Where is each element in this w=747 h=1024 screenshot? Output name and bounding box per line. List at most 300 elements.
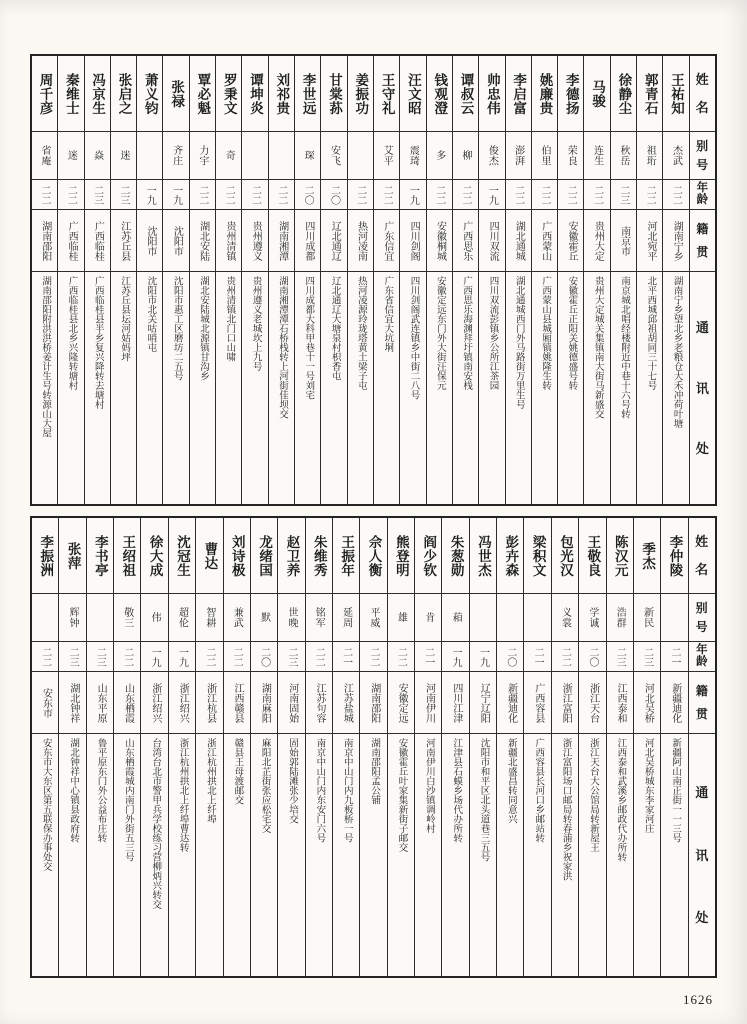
person-name: 李书亭 <box>87 518 113 594</box>
person-column <box>168 518 195 976</box>
person-address: 南京中山门内东安门六号 <box>314 738 325 843</box>
person-name: 刘诗极 <box>224 518 250 594</box>
person-address: 湖北通城西门外马路街万里生号 <box>513 276 524 409</box>
person-address: 广西容县长河口乡邮站转 <box>533 738 544 843</box>
person-name: 汪文昭 <box>400 56 425 132</box>
person-origin: 浙江天台 <box>579 672 605 734</box>
person-address: 南京城北唱经楼附近中巷十六号转 <box>619 276 630 419</box>
person-age: 二一 <box>524 642 550 672</box>
person-name: 张萍 <box>59 518 85 594</box>
person-alias: 新民 <box>634 594 660 642</box>
person-address: 新疆北盛昌转同意兴 <box>505 738 516 824</box>
person-alias: 智耕 <box>196 594 222 642</box>
person-name: 徐大成 <box>141 518 167 594</box>
person-column <box>305 518 332 976</box>
person-age: 二二 <box>306 642 332 672</box>
person-origin: 湖南邵阳 <box>32 210 57 272</box>
person-origin: 辽宁辽阳 <box>470 672 496 734</box>
person-origin: 湖南麻阳 <box>251 672 277 734</box>
person-column <box>531 56 557 504</box>
person-alias <box>524 594 550 642</box>
person-origin: 河南固始 <box>278 672 304 734</box>
person-age: 二三 <box>111 180 136 210</box>
person-name: 李振洲 <box>32 518 58 594</box>
person-origin: 广西蒙山 <box>532 210 557 272</box>
person-origin: 热河凌南 <box>348 210 373 272</box>
person-column <box>452 56 478 504</box>
person-alias: 伟 <box>141 594 167 642</box>
person-column <box>578 518 605 976</box>
directory-grid-bottom <box>32 518 715 976</box>
header-char: 姓 <box>695 534 709 549</box>
person-origin: 四川江津 <box>442 672 468 734</box>
person-column <box>136 56 162 504</box>
person-name: 甘棠荪 <box>321 56 346 132</box>
person-origin: 四川双流 <box>479 210 504 272</box>
person-age: 二三 <box>87 642 113 672</box>
person-alias: 荣良 <box>558 132 583 180</box>
person-alias <box>470 594 496 642</box>
person-alias <box>242 132 267 180</box>
person-name: 张禄 <box>163 56 188 132</box>
person-alias: 迷 <box>111 132 136 180</box>
person-origin: 安徽霍丘 <box>558 210 583 272</box>
person-column <box>660 518 687 976</box>
person-age: 二〇 <box>251 642 277 672</box>
person-column <box>32 56 57 504</box>
person-origin: 江苏丘县 <box>111 210 136 272</box>
person-age: 二二 <box>360 642 386 672</box>
person-column <box>57 56 83 504</box>
person-age: 二二 <box>114 642 140 672</box>
person-address: 浙江天台大公馆局转新屋王 <box>587 738 598 852</box>
person-origin: 湖南宁乡 <box>663 210 688 272</box>
person-column <box>610 56 636 504</box>
person-name: 张启之 <box>111 56 136 132</box>
person-name: 赵卫养 <box>278 518 304 594</box>
header-char: 姓 <box>695 72 710 87</box>
person-column <box>551 518 578 976</box>
header-char: 处 <box>695 910 709 926</box>
person-age: 一九 <box>470 642 496 672</box>
person-column <box>268 56 294 504</box>
person-name: 李启富 <box>506 56 531 132</box>
person-address: 湖南宁乡望北乡老粮仓大禾冲荷叶塘 <box>671 276 682 428</box>
person-address: 新疆阿山南正街一一三号 <box>670 738 681 843</box>
person-age: 二三 <box>607 642 633 672</box>
header-char: 处 <box>695 440 709 456</box>
header-address-label <box>689 734 715 976</box>
person-name: 梁积文 <box>524 518 550 594</box>
person-alias: 琛 <box>295 132 320 180</box>
header-alias-label <box>690 132 715 180</box>
person-column <box>359 518 386 976</box>
person-address: 热河凌源玲珑塔黄土梁子屯 <box>355 276 366 390</box>
person-name: 佘人衡 <box>360 518 386 594</box>
person-age: 一九 <box>137 180 162 210</box>
person-address: 浙江杭州拱北上纤埠 <box>204 738 215 824</box>
person-age: 二二 <box>663 180 688 210</box>
person-address: 沈阳市惠工区磨坊二五号 <box>171 276 182 381</box>
person-address: 沈阳市和平区北头道巷三五号 <box>478 738 489 862</box>
person-origin: 四川剑阁 <box>400 210 425 272</box>
person-alias: 秋岳 <box>611 132 636 180</box>
person-alias <box>137 132 162 180</box>
person-age: 二三 <box>611 180 636 210</box>
person-age: 二三 <box>85 180 110 210</box>
person-column <box>223 518 250 976</box>
person-address: 河南伊川白沙镇调岭村 <box>423 738 434 833</box>
person-origin: 沈阳市 <box>137 210 162 272</box>
person-origin: 四川成都 <box>295 210 320 272</box>
person-origin: 安徽定远 <box>388 672 414 734</box>
person-origin: 河南伊川 <box>415 672 441 734</box>
person-column <box>241 56 267 504</box>
person-name: 彭卉森 <box>497 518 523 594</box>
person-age: 二二 <box>216 180 241 210</box>
header-char: 讯 <box>695 380 709 396</box>
person-name: 李仲陵 <box>661 518 687 594</box>
person-address: 固始郭陆滩张少培交 <box>287 738 298 824</box>
person-name: 姚廉贵 <box>532 56 557 132</box>
person-address: 安徽定远东门外大街汪保元 <box>434 276 445 390</box>
header-char: 年 <box>696 643 708 656</box>
person-name: 冯京生 <box>85 56 110 132</box>
person-alias: 澎湃 <box>506 132 531 180</box>
person-name: 秦维士 <box>58 56 83 132</box>
person-name: 季杰 <box>634 518 660 594</box>
person-address: 湖南邵阳孟公铺 <box>369 738 380 805</box>
person-alias <box>497 594 523 642</box>
person-origin: 湖南邵阳 <box>360 672 386 734</box>
header-char: 别 <box>695 601 709 616</box>
person-alias: 奇 <box>216 132 241 180</box>
person-address: 四川剑阁武连镇乡中街二八号 <box>408 276 419 400</box>
person-column <box>250 518 277 976</box>
person-origin: 南京市 <box>611 210 636 272</box>
person-origin: 浙江富阳 <box>552 672 578 734</box>
person-name: 阎少钦 <box>415 518 441 594</box>
person-address: 湖南邵阳附洪洪桥姜计生号转源山大屋 <box>40 276 51 438</box>
person-origin: 江西泰和 <box>607 672 633 734</box>
person-origin: 沈阳市 <box>163 210 188 272</box>
person-name: 龙绪国 <box>251 518 277 594</box>
person-address: 安东市大东区第五联保办事处交 <box>40 738 51 871</box>
person-address: 贵州清镇北门口山啸 <box>224 276 235 362</box>
person-age: 二〇 <box>295 180 320 210</box>
person-address: 湖南湘潭潭石桥栈转上河街佳坝交 <box>276 276 287 419</box>
header-char: 通 <box>695 320 709 336</box>
header-char: 贯 <box>696 245 709 259</box>
person-alias: 力宇 <box>190 132 215 180</box>
person-address: 北平西城邱祖胡同三十七号 <box>645 276 656 390</box>
person-alias: 杰武 <box>663 132 688 180</box>
person-alias: 世晚 <box>278 594 304 642</box>
person-origin: 广东信宜 <box>374 210 399 272</box>
header-char: 号 <box>696 157 709 172</box>
person-column <box>478 56 504 504</box>
person-alias: 延周 <box>333 594 359 642</box>
person-origin: 江西赣县 <box>224 672 250 734</box>
person-column <box>189 56 215 504</box>
person-column <box>496 518 523 976</box>
person-address: 麻阳北芷街张应松宅交 <box>259 738 270 833</box>
person-age: 二三 <box>278 642 304 672</box>
person-alias: 连生 <box>584 132 609 180</box>
person-origin: 广西临桂 <box>58 210 83 272</box>
person-alias: 兼武 <box>224 594 250 642</box>
person-alias: 肯 <box>415 594 441 642</box>
person-alias: 浩群 <box>607 594 633 642</box>
person-age: 二二 <box>374 180 399 210</box>
person-alias: 焱 <box>85 132 110 180</box>
person-address: 湖北钟祥中心镇县政府转 <box>68 738 79 843</box>
person-column <box>414 518 441 976</box>
header-name-label <box>689 518 715 594</box>
person-column <box>113 518 140 976</box>
person-name: 王祐知 <box>663 56 688 132</box>
person-name: 罗秉文 <box>216 56 241 132</box>
person-name: 李德扬 <box>558 56 583 132</box>
person-name: 钱观澄 <box>427 56 452 132</box>
person-age: 二二 <box>32 180 57 210</box>
person-origin: 安徽桐城 <box>427 210 452 272</box>
person-origin: 贵州大定 <box>584 210 609 272</box>
person-origin: 山东平原 <box>87 672 113 734</box>
person-origin: 新疆迪化 <box>661 672 687 734</box>
person-address: 江苏丘县坛河姑妈坪 <box>119 276 130 362</box>
person-alias: 铭军 <box>306 594 332 642</box>
person-age: 一九 <box>169 642 195 672</box>
person-origin: 浙江绍兴 <box>141 672 167 734</box>
person-address: 河北吴桥城东李家河庄 <box>642 738 653 833</box>
person-origin: 江苏盐城 <box>333 672 359 734</box>
header-name-label <box>690 56 715 132</box>
person-age: 二二 <box>584 180 609 210</box>
person-column <box>636 56 662 504</box>
person-age: 二二 <box>558 180 583 210</box>
person-origin: 辽北通辽 <box>321 210 346 272</box>
person-name: 姜振功 <box>348 56 373 132</box>
person-address: 广西蒙山县城厢镇姚隆生转 <box>540 276 551 390</box>
person-age: 二一 <box>415 642 441 672</box>
person-age: 一九 <box>442 642 468 672</box>
header-char: 龄 <box>696 193 709 206</box>
person-alias: 齐庄 <box>163 132 188 180</box>
person-name: 朱葱勋 <box>442 518 468 594</box>
person-address: 安徽霍丘正阳关姚德盛号转 <box>566 276 577 390</box>
person-name: 沈冠生 <box>169 518 195 594</box>
person-age: 二〇 <box>497 642 523 672</box>
person-address: 浙江富阳场口邮局转春浦乡祝家洪 <box>560 738 571 881</box>
header-age-label <box>689 642 715 672</box>
person-alias: 雄 <box>388 594 414 642</box>
person-column <box>387 518 414 976</box>
page-number: 1626 <box>683 992 713 1007</box>
person-column <box>441 518 468 976</box>
person-column <box>606 518 633 976</box>
person-name: 冯世杰 <box>470 518 496 594</box>
header-char: 名 <box>695 100 710 115</box>
person-origin: 广西思乐 <box>453 210 478 272</box>
person-alias: 迷 <box>58 132 83 180</box>
directory-table-bottom <box>30 516 717 978</box>
person-column <box>320 56 346 504</box>
directory-grid-top <box>32 56 715 504</box>
person-age: 一九 <box>479 180 504 210</box>
person-address: 江津县石蟆乡场代办所转 <box>451 738 462 843</box>
person-name: 包光汉 <box>552 518 578 594</box>
person-alias <box>661 594 687 642</box>
person-origin: 山东栖霞 <box>114 672 140 734</box>
person-column <box>86 518 113 976</box>
person-address: 山东栖霞城内南门外街五三号 <box>122 738 133 862</box>
person-age: 二二 <box>506 180 531 210</box>
person-address: 南京中山门内九板桥一号 <box>341 738 352 843</box>
person-age: 二二 <box>552 642 578 672</box>
person-address: 广西临桂县北乡兴隆转塘村 <box>66 276 77 390</box>
person-column <box>58 518 85 976</box>
person-origin: 新疆迪化 <box>497 672 523 734</box>
person-age: 二二 <box>637 180 662 210</box>
header-char: 名 <box>695 562 709 577</box>
person-age: 二二 <box>388 642 414 672</box>
person-alias: 学诚 <box>579 594 605 642</box>
person-age: 二一 <box>661 642 687 672</box>
person-address: 贵州遵义老城坎上九号 <box>250 276 261 371</box>
person-alias: 柳 <box>453 132 478 180</box>
person-address: 鲁平原东门外公益布庄转 <box>95 738 106 843</box>
person-age: 二二 <box>58 180 83 210</box>
person-name: 郭青石 <box>637 56 662 132</box>
person-origin: 湖北安陆 <box>190 210 215 272</box>
person-age: 一九 <box>163 180 188 210</box>
person-origin: 贵州清镇 <box>216 210 241 272</box>
person-column <box>140 518 167 976</box>
person-column <box>662 56 688 504</box>
person-age: 二〇 <box>579 642 605 672</box>
person-age: 二二 <box>269 180 294 210</box>
person-name: 朱维秀 <box>306 518 332 594</box>
header-origin-label <box>689 672 715 734</box>
header-alias-label <box>689 594 715 642</box>
person-column <box>505 56 531 504</box>
header-char: 贯 <box>695 707 708 721</box>
person-name: 王敬良 <box>579 518 605 594</box>
person-address: 四川双流彭镇乡公所江茶园 <box>487 276 498 390</box>
person-age: 二二 <box>190 180 215 210</box>
person-age: 二二 <box>196 642 222 672</box>
person-alias <box>348 132 373 180</box>
person-name: 刘祁贵 <box>269 56 294 132</box>
person-alias: 祖珩 <box>637 132 662 180</box>
header-age-label <box>690 180 715 210</box>
person-alias: 安飞 <box>321 132 346 180</box>
header-char: 别 <box>696 139 709 154</box>
person-alias: 震琦 <box>400 132 425 180</box>
person-address: 湖北安陆城北源镇甘沟乡 <box>198 276 209 381</box>
person-column <box>373 56 399 504</box>
header-char: 号 <box>695 619 709 634</box>
person-origin: 广西临桂 <box>85 210 110 272</box>
person-alias: 默 <box>251 594 277 642</box>
person-age: 二二 <box>427 180 452 210</box>
header-char: 龄 <box>696 655 708 668</box>
person-column <box>583 56 609 504</box>
person-alias: 敬三 <box>114 594 140 642</box>
person-age: 二二 <box>348 180 373 210</box>
person-column <box>277 518 304 976</box>
person-age: 二二 <box>224 642 250 672</box>
person-address: 辽北通辽大塘泉村枳香屯 <box>329 276 340 381</box>
person-address: 广东省信宜大坑垌 <box>382 276 393 352</box>
person-address: 广西思乐海渊拜圩镇南安栈 <box>461 276 472 390</box>
person-age: 二二 <box>242 180 267 210</box>
person-origin: 浙江杭县 <box>196 672 222 734</box>
person-origin: 河北吴桥 <box>634 672 660 734</box>
person-column <box>557 56 583 504</box>
person-alias: 省庵 <box>32 132 57 180</box>
person-address: 安徽霍丘叶家集新街子邮交 <box>396 738 407 852</box>
person-origin: 河北宛平 <box>637 210 662 272</box>
person-alias <box>32 594 58 642</box>
person-alias <box>87 594 113 642</box>
header-origin-label <box>690 210 715 272</box>
person-alias: 超伦 <box>169 594 195 642</box>
person-origin: 湖北钟祥 <box>59 672 85 734</box>
person-age: 二〇 <box>321 180 346 210</box>
person-name: 谭坤炎 <box>242 56 267 132</box>
person-origin: 贵州遵义 <box>242 210 267 272</box>
person-name: 谭叔云 <box>453 56 478 132</box>
person-address: 台湾台北市警甲兵学校练习营柳炳兴转交 <box>150 738 161 909</box>
person-column <box>162 56 188 504</box>
person-name: 王守礼 <box>374 56 399 132</box>
person-alias: 平威 <box>360 594 386 642</box>
person-column <box>32 518 58 976</box>
person-name: 马骏 <box>584 56 609 132</box>
directory-table-top <box>30 54 717 506</box>
person-column <box>426 56 452 504</box>
person-name: 熊登明 <box>388 518 414 594</box>
person-column <box>332 518 359 976</box>
person-alias: 葙 <box>442 594 468 642</box>
person-column <box>469 518 496 976</box>
person-alias: 伯里 <box>532 132 557 180</box>
person-origin: 江苏句容 <box>306 672 332 734</box>
person-column <box>294 56 320 504</box>
person-address: 江西泰和武溪乡邮政代办所转 <box>615 738 626 862</box>
person-column <box>110 56 136 504</box>
person-name: 徐静尘 <box>611 56 636 132</box>
person-origin: 浙江绍兴 <box>169 672 195 734</box>
person-origin: 湖北通城 <box>506 210 531 272</box>
person-origin: 广西容县 <box>524 672 550 734</box>
person-age: 二二 <box>32 642 58 672</box>
person-age: 一九 <box>141 642 167 672</box>
person-column <box>633 518 660 976</box>
person-column <box>523 518 550 976</box>
person-name: 覃必魁 <box>190 56 215 132</box>
person-name: 周千彦 <box>32 56 57 132</box>
person-name: 李世远 <box>295 56 320 132</box>
person-alias: 艾平 <box>374 132 399 180</box>
person-name: 王绍祖 <box>114 518 140 594</box>
person-address: 赣县王母渡邮交 <box>232 738 243 805</box>
field-header-column <box>688 518 715 976</box>
person-alias: 俊杰 <box>479 132 504 180</box>
person-column <box>195 518 222 976</box>
